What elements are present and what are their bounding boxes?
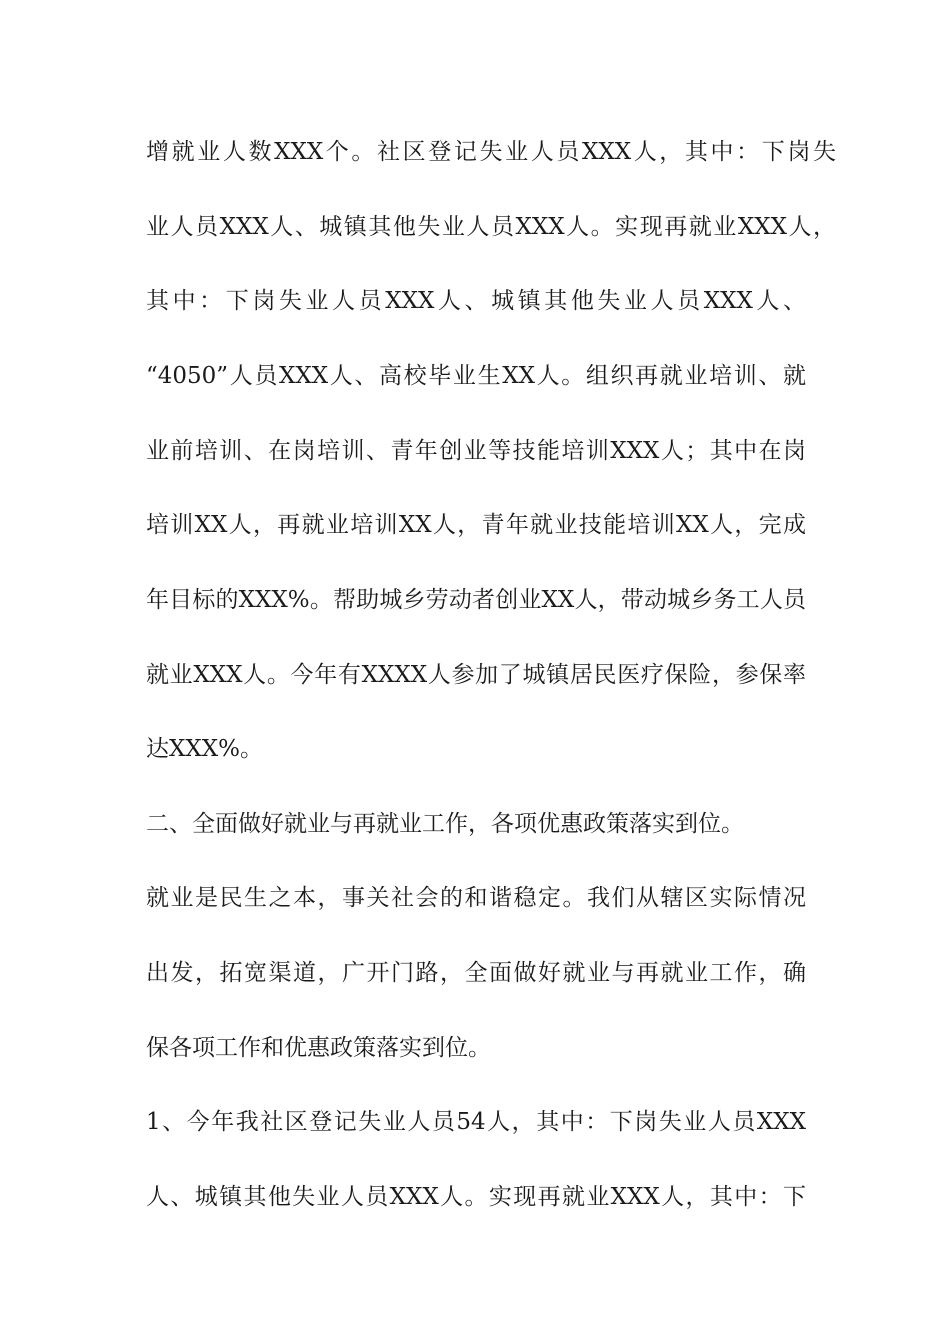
paragraph-line: 1、今年我社区登记失业人员54人，其中：下岗失业人员XXX	[146, 1109, 806, 1135]
paragraph-line: 保各项工作和优惠政策落实到位。	[146, 1035, 491, 1061]
paragraph-line: 业人员XXX人、城镇其他失业人员XXX人。实现再就业XXX人，	[146, 214, 836, 240]
section-heading: 二、全面做好就业与再就业工作，各项优惠政策落实到位。	[146, 811, 744, 837]
paragraph-line: 其中：下岗失业人员XXX人、城镇其他失业人员XXX人、	[146, 288, 806, 314]
paragraph-line: “4050”人员XXX人、高校毕业生XX人。组织再就业培训、就	[146, 363, 806, 389]
paragraph-line: 就业是民生之本，事关社会的和谐稳定。我们从辖区实际情况	[146, 885, 806, 911]
paragraph-line: 达XXX%。	[146, 736, 263, 762]
paragraph-line: 培训XX人，再就业培训XX人，青年就业技能培训XX人，完成	[146, 512, 806, 538]
paragraph-line: 就业XXX人。今年有XXXX人参加了城镇居民医疗保险，参保率	[146, 662, 806, 688]
paragraph-line: 业前培训、在岗培训、青年创业等技能培训XXX人；其中在岗	[146, 438, 806, 464]
paragraph-line: 增就业人数XXX个。社区登记失业人员XXX人，其中：下岗失	[146, 139, 836, 165]
paragraph-line: 年目标的XXX%。帮助城乡劳动者创业XX人，带动城乡务工人员	[146, 587, 806, 613]
paragraph-line: 人、城镇其他失业人员XXX人。实现再就业XXX人，其中：下	[146, 1184, 806, 1210]
paragraph-line: 出发，拓宽渠道，广开门路，全面做好就业与再就业工作，确	[146, 960, 806, 986]
